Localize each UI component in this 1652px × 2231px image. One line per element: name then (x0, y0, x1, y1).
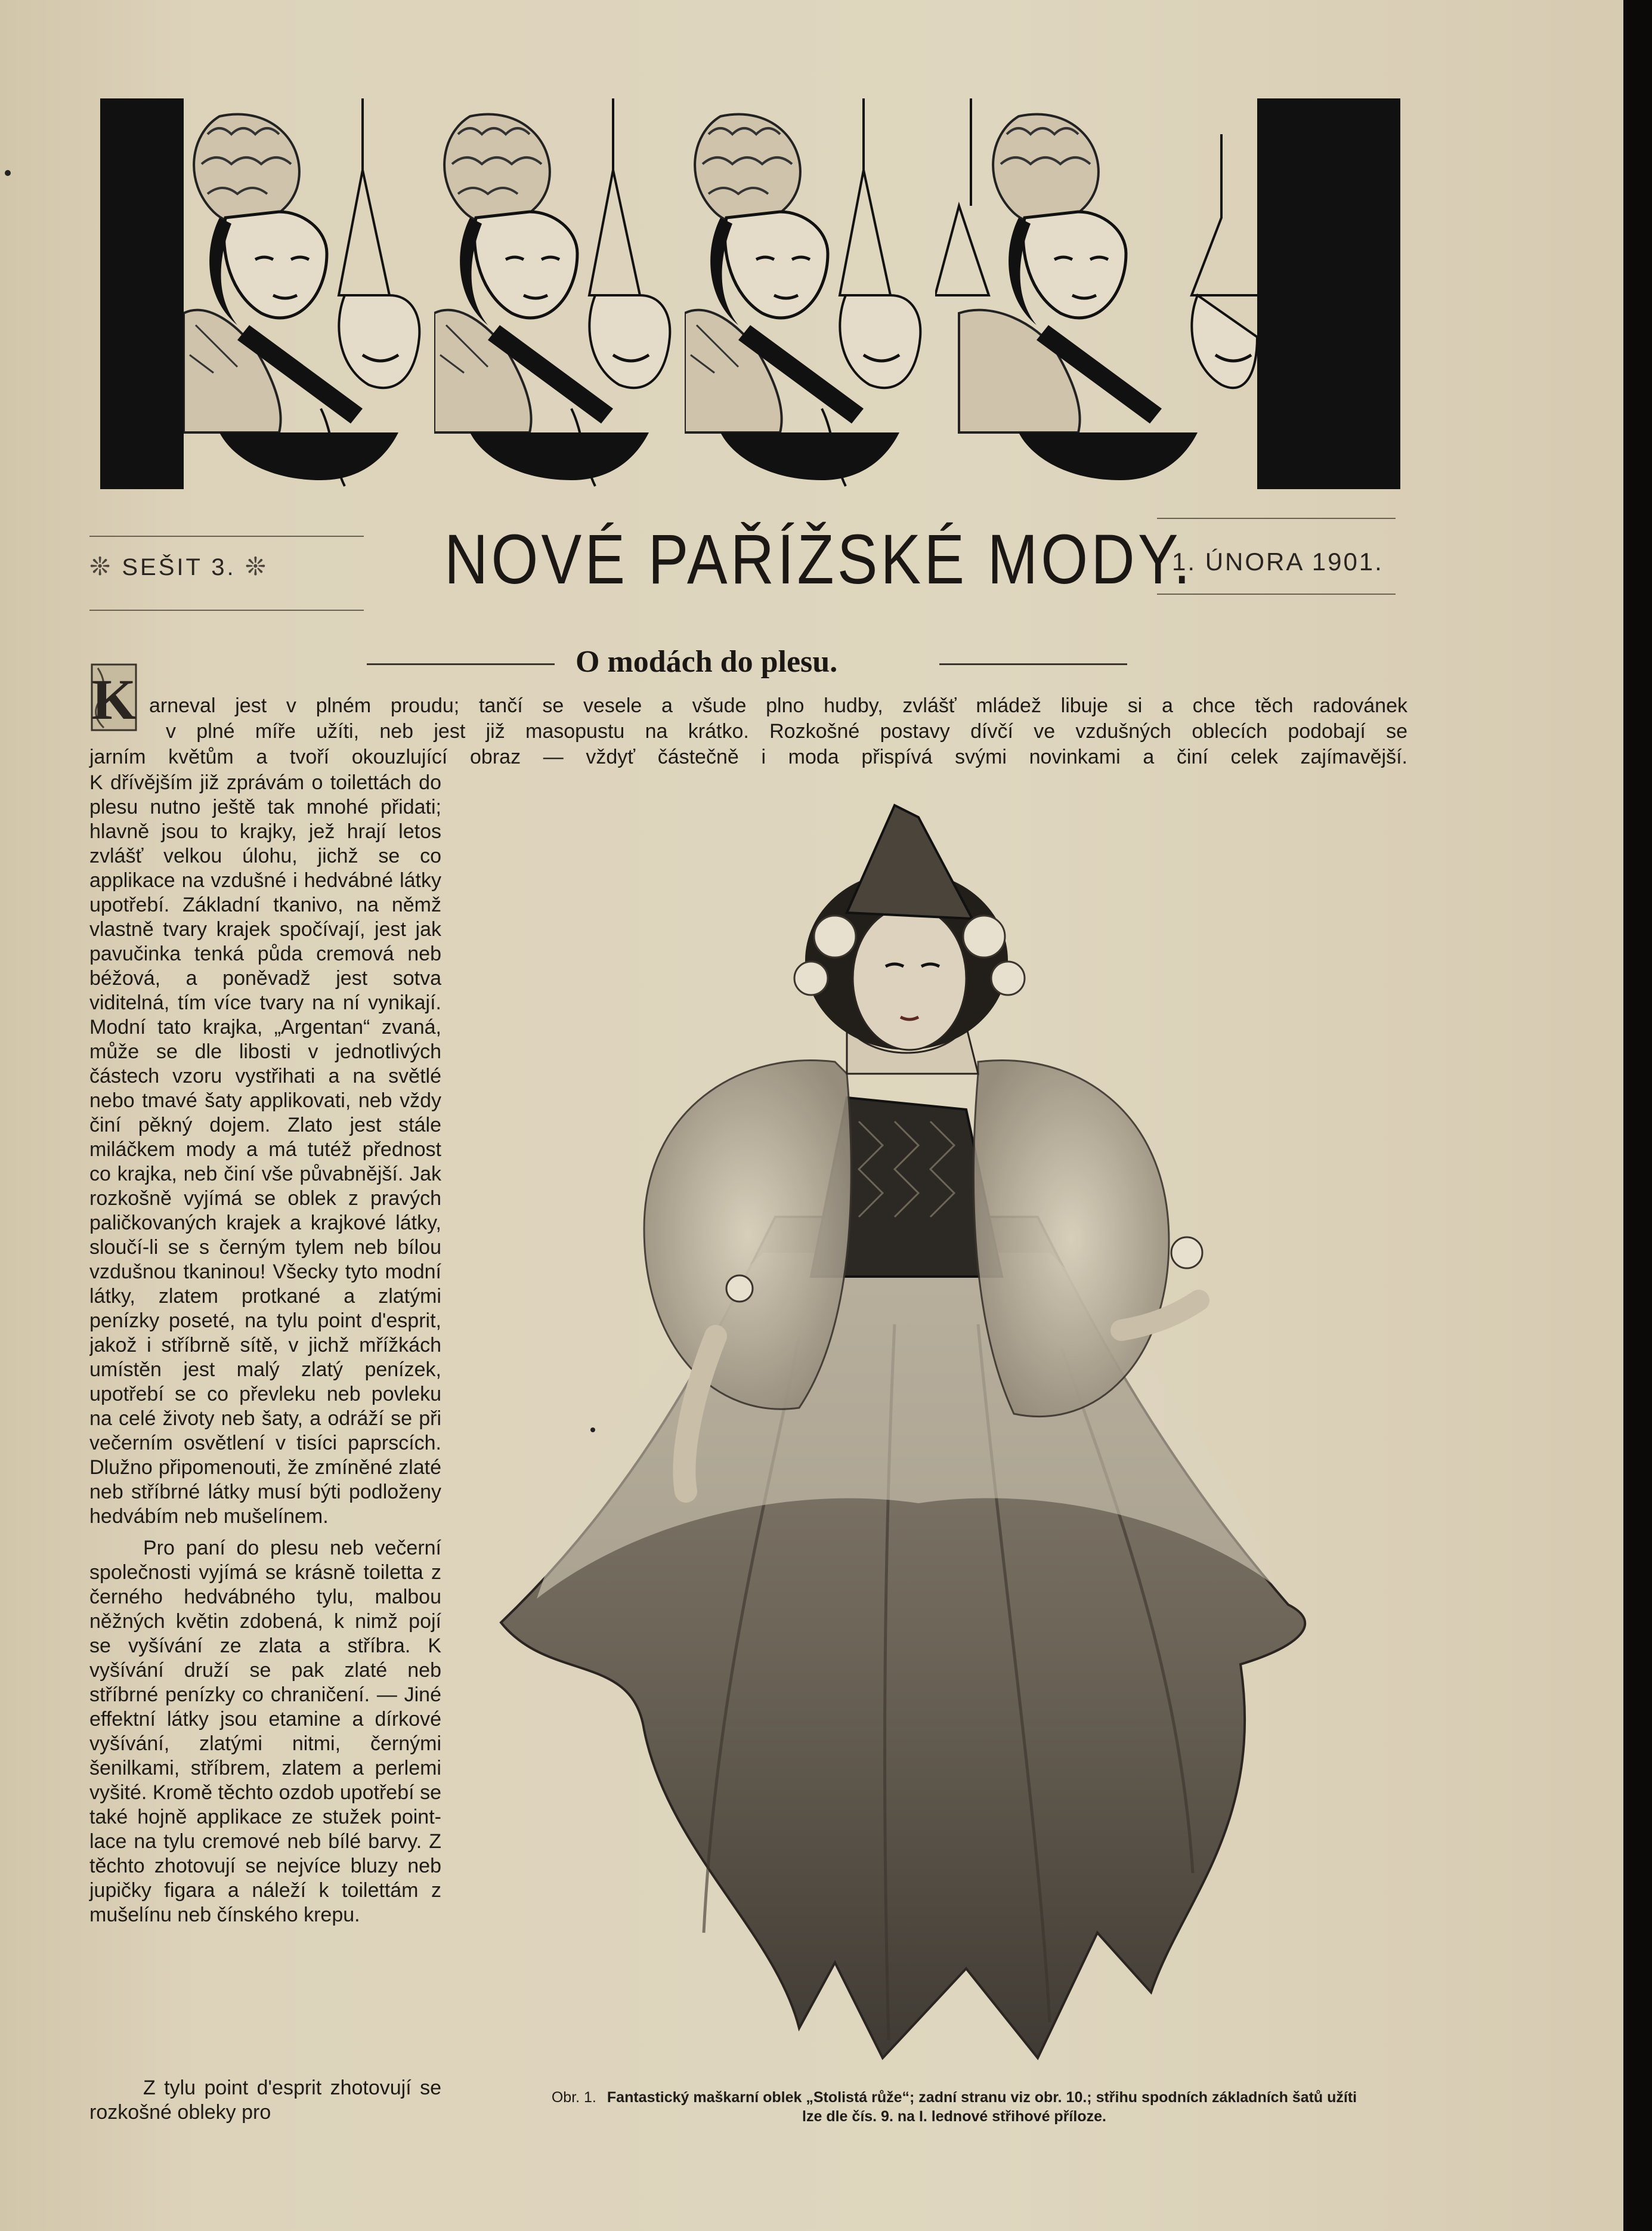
carnival-masks-icon (685, 98, 923, 489)
caption-label: Obr. 1. (551, 2089, 596, 2106)
article-headline: O modách do plesu. (576, 645, 838, 679)
intro-line-1: arneval jest v plném proudu; tančí se vesele a všude plno hudby, zvlášť mládež libuje si a chce těch radovánek (149, 694, 1407, 717)
headline-rule-left (367, 663, 555, 665)
caption-text: Fantastický maškarní oblek „Stolistá růže“; zadní stranu viz obr. 10.; střihu spodních základních šatů užíti lze dle čís. 9. na I. lednové střihové příloze. (607, 2089, 1357, 2125)
issue-date: 1. ÚNORA 1901. (1172, 548, 1384, 576)
ornament-icon: ❊ (245, 552, 268, 580)
ornament-icon: ❊ (89, 552, 113, 580)
dropcap-k-icon (89, 662, 138, 737)
magazine-title: NOVÉ PAŘÍŽSKÉ MODY. (444, 520, 1193, 599)
woman-in-masquerade-gown-icon (465, 799, 1360, 2064)
issue-label: SEŠIT 3. (122, 554, 236, 580)
headline-rule-right (939, 663, 1127, 665)
banner-right-bar (1257, 98, 1400, 489)
carnival-masks-icon (184, 98, 422, 489)
masthead-rule (89, 536, 364, 537)
banner-left-bar (100, 98, 184, 489)
issue-number (89, 552, 268, 581)
article-paragraph-3: Z tylu point d'esprit zhotovují se rozkošné obleky pro (89, 2077, 441, 2124)
carnival-masks-icon (935, 98, 1257, 489)
intro-line-2: v plné míře užíti, neb jest již masopustu na krátko. Rozkošné postavy dívčí ve vzdušných oblecích podobají se (166, 720, 1407, 743)
article-paragraph-2: Pro paní do plesu neb večerní společnosti vyjímá se krásně toiletta z černého hedvábného tylu, malbou něžných květin zdobená, k nimž pojí se vyšívání ze zlata a stříbra. K vyšívání druží se pak zlaté neb stříbrné penízky co chraničení. — Jiné effektní látky jsou etamine a dírkové vyšívání, zlatými nitmi, černými šenilkami, stříbrem, zlatem a perlemi vyšité. Kromě těchto ozdob upotřebí se také hojně applikace ze stužek point-lace na tylu cremové neb bílé barvy. Z těchto zhotovují se nejvíce bluzy neb jupičky figara a náleží k toilettám z mušelínu neb čínského krepu. (89, 1537, 441, 1926)
scan-edge (1623, 0, 1652, 2231)
svg-text:K: K (91, 668, 137, 731)
article-paragraph-1: K dřívějším již zprávám o toilettách do plesu nutno ještě tak mnohé přidati; hlavně jsou to krajky, jež hrají letos zvlášť velkou úlohu, jichž se co applikace na vzdušné i hedvábné látky upotřebí. Základní tkanivo, na němž vlastně tvary krajek spočívají, jest jak pavučinka tenká půda cremová neb béžová, a poněvadž jest sotva viditelná, tím více tvary na ní vynikají. Modní tato krajka, „Argentan“ zvaná, může se dle libosti v jednotlivých částech vzoru vystřihati a na světlé nebo tmavé šaty applikovati, neb vždy činí pěkný dojem. Zlato jest stále miláčkem mody a má tutéž přednost co krajka, neb činí vše půvabnější. Jak rozkošně vyjímá se oblek z pravých paličkovaných krajek a krajkové látky, sloučí-li se s černým tylem neb bílou vzdušnou tkaninou! Všecky tyto modní látky, zlatem protkané a zlatými penízky poseté, na tylu point d'esprit, jakož i stříbrně sítě, v jichž mřížkách umístěn jest malý zlatý penízek, upotřebí se co převleku neb povleku na celé životy neb šaty, a odráží se při večerním osvětlení v tisíci paprscích. Dlužno připomenouti, že zmíněné zlaté neb stříbrné látky musí býti podloženy hedvábím neb mušelínem. (89, 771, 441, 1528)
intro-line-3: jarním květům a tvoří okouzlující obraz — vždyť částečně i moda přispívá svými novinkami a činí celek zajímavější. (89, 746, 1407, 768)
carnival-masks-icon (434, 98, 673, 489)
margin-dot (5, 170, 11, 176)
figure-caption (549, 2088, 1360, 2126)
masthead-rule (89, 610, 364, 611)
banner-illustration (100, 98, 1400, 489)
